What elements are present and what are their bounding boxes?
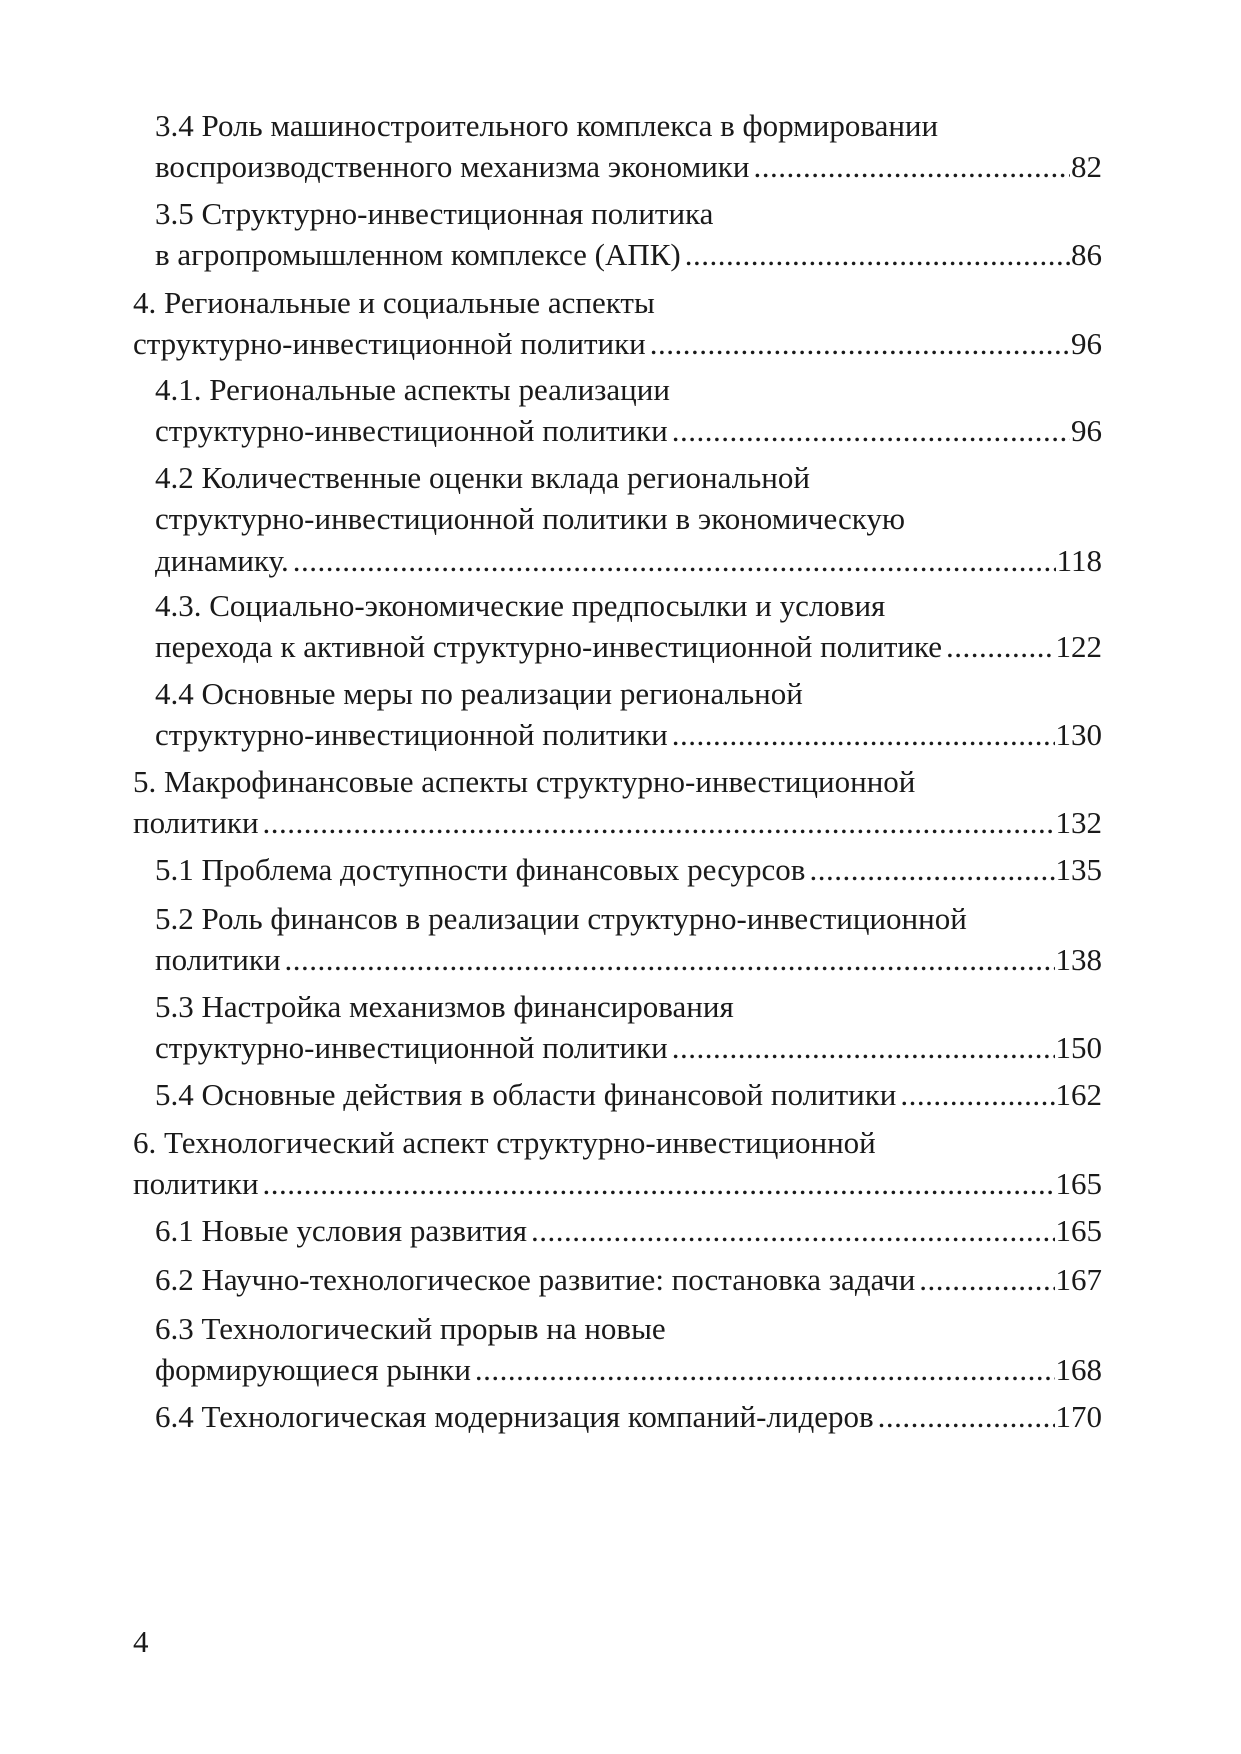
dot-leader — [946, 625, 1054, 669]
dot-leader — [900, 1073, 1054, 1117]
toc-entry-title-line: 5.3 Настройка механизмов финансирования — [155, 989, 734, 1024]
toc-entry-title-line: политики — [155, 942, 281, 977]
toc-page-number: 96 — [1071, 326, 1102, 361]
toc-entry-title-line: 6. Технологический аспект структурно-инвестиционной — [133, 1125, 876, 1160]
toc-page-number: 138 — [1055, 942, 1102, 977]
dot-leader — [809, 848, 1054, 892]
dot-leader — [263, 801, 1055, 845]
toc-page-number: 165 — [1055, 1213, 1102, 1248]
toc-entry-last-line — [155, 938, 1102, 982]
toc-entry-last-line — [155, 233, 1102, 277]
toc-page-number: 162 — [1055, 1077, 1102, 1112]
toc-entry-last-line — [155, 713, 1102, 757]
toc-page-number: 165 — [1055, 1166, 1102, 1201]
toc-page-number: 135 — [1055, 852, 1102, 887]
toc-entry-last-line — [133, 1162, 1102, 1206]
dot-leader — [672, 409, 1070, 453]
toc-entry-last-line — [155, 848, 1102, 892]
toc-entry-last-line — [155, 625, 1102, 669]
toc-entry-last-line — [155, 409, 1102, 453]
dot-leader — [650, 322, 1070, 366]
toc-entry-title-line: 5.4 Основные действия в области финансовой политики — [155, 1077, 897, 1112]
dot-leader — [919, 1258, 1054, 1302]
dot-leader — [878, 1395, 1055, 1439]
toc-entry-title-line: 5.1 Проблема доступности финансовых ресурсов — [155, 852, 806, 887]
toc-page-number: 168 — [1055, 1352, 1102, 1387]
toc-entry-title-line: структурно-инвестиционной политики — [155, 1030, 668, 1065]
dot-leader — [753, 145, 1070, 189]
toc-entry-title-line: структурно-инвестиционной политики — [155, 413, 668, 448]
toc-entry-last-line — [155, 145, 1102, 189]
toc-entry-title-line: 4. Региональные и социальные аспекты — [133, 285, 655, 320]
toc-entry-last-line — [155, 1026, 1102, 1070]
toc-entry-title-line: 4.3. Социально-экономические предпосылки и условия — [155, 588, 886, 623]
toc-page-number: 167 — [1055, 1262, 1102, 1297]
toc-entry-title-line: в агропромышленном комплексе (АПК) — [155, 237, 681, 272]
toc-entry-last-line — [155, 1258, 1102, 1302]
page-footer-number: 4 — [133, 1624, 149, 1659]
toc-entry-title-line: 4.1. Региональные аспекты реализации — [155, 372, 670, 407]
dot-leader — [263, 1162, 1055, 1206]
dot-leader — [285, 938, 1055, 982]
toc-entry-title-line: 6.2 Научно-технологическое развитие: постановка задачи — [155, 1262, 916, 1297]
dot-leader — [475, 1348, 1055, 1392]
toc-page-number: 86 — [1071, 237, 1102, 272]
toc-entry-title-line: структурно-инвестиционной политики — [133, 326, 646, 361]
toc-page-number: 132 — [1055, 805, 1102, 840]
toc-page-number: 170 — [1055, 1399, 1102, 1434]
toc-page-number: 96 — [1071, 413, 1102, 448]
dot-leader — [672, 1026, 1055, 1070]
toc-entry-title-line: 5. Макрофинансовые аспекты структурно-инвестиционной — [133, 764, 916, 799]
toc-entry-title-line: 3.5 Структурно-инвестиционная политика — [155, 196, 714, 231]
toc-entry-last-line — [155, 1395, 1102, 1439]
toc-entry-last-line — [133, 322, 1102, 366]
toc-entry-title-line: структурно-инвестиционной политики в экономическую — [155, 501, 906, 536]
toc-entry-title-line: политики — [133, 1166, 259, 1201]
toc-entry-title-line: 4.4 Основные меры по реализации региональной — [155, 676, 803, 711]
toc-entry-title-line: 5.2 Роль финансов в реализации структурно-инвестиционной — [155, 901, 967, 936]
toc-entry-last-line — [155, 1348, 1102, 1392]
toc-entry-title-line: 4.2 Количественные оценки вклада региональной — [155, 460, 810, 495]
toc-entry-title-line: 6.3 Технологический прорыв на новые — [155, 1311, 666, 1346]
dot-leader — [672, 713, 1055, 757]
toc-entry-title-line: 6.4 Технологическая модернизация компаний-лидеров — [155, 1399, 874, 1434]
toc-entry-title-line: структурно-инвестиционной политики — [155, 717, 668, 752]
dot-leader — [685, 233, 1070, 277]
toc-entry-title-line: перехода к активной структурно-инвестиционной политике — [155, 629, 943, 664]
toc-entry-last-line — [155, 539, 1102, 583]
dot-leader — [293, 539, 1056, 583]
toc-entry-title-line: формирующиеся рынки — [155, 1352, 471, 1387]
toc-entry-last-line — [155, 1073, 1102, 1117]
toc-entry-last-line — [133, 801, 1102, 845]
toc-page-number: 118 — [1056, 543, 1102, 578]
toc-page-number: 150 — [1055, 1030, 1102, 1065]
toc-entry-last-line — [155, 1209, 1102, 1253]
dot-leader — [531, 1209, 1055, 1253]
toc-page-number: 82 — [1071, 149, 1102, 184]
toc-entry-title-line: политики — [133, 805, 259, 840]
toc-entry-title-line: воспроизводственного механизма экономики — [155, 149, 750, 184]
toc-page-number: 130 — [1055, 717, 1102, 752]
toc-page-number: 122 — [1055, 629, 1102, 664]
toc-entry-title-line: 3.4 Роль машиностроительного комплекса в формировании — [155, 108, 939, 143]
toc-entry-title-line: динамику. — [155, 543, 289, 578]
toc-entry-title-line: 6.1 Новые условия развития — [155, 1213, 527, 1248]
